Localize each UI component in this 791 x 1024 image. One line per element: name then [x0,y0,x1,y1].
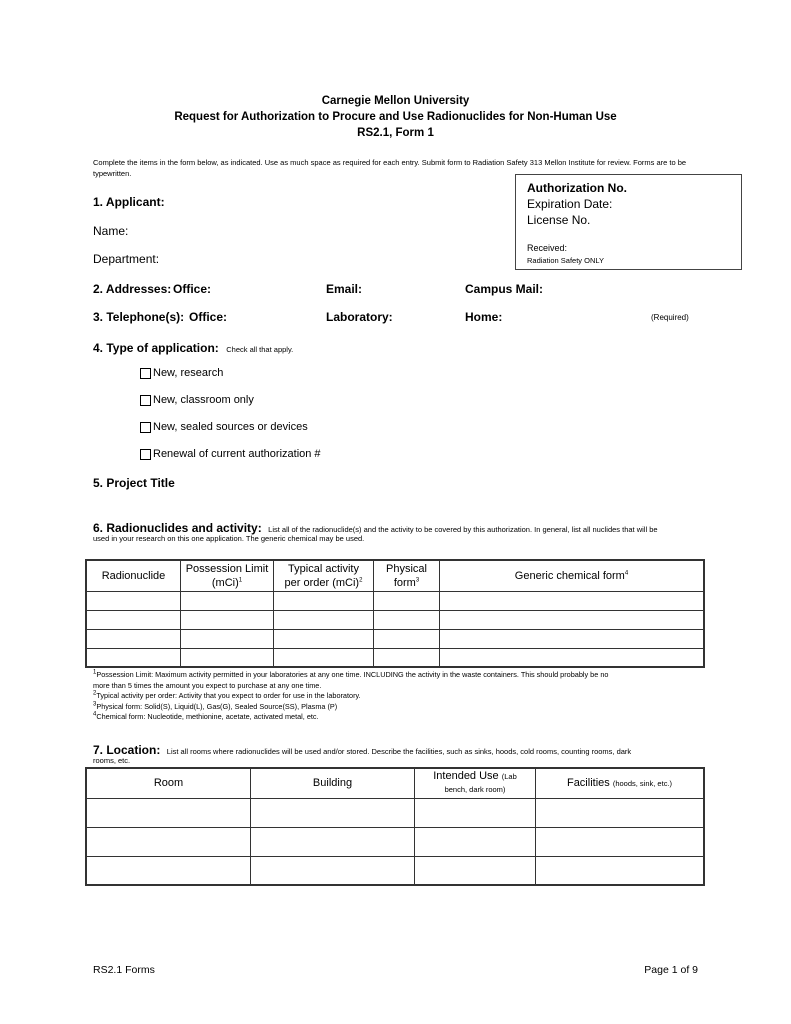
form-number: RS2.1, Form 1 [357,127,434,139]
table-row [86,827,704,856]
col-room: Room [86,768,251,798]
option-label: New, classroom only [153,394,254,406]
footnote-1: $^1$Possession Limit: Maximum activity permitted in your laboratories at any one time. INCLUDING the activity in the waste containers. This should probably be no [93,669,609,679]
table-row [86,856,704,885]
radiation-safety-note: Radiation Safety ONLY [527,256,604,265]
application-type-heading: 4. Type of application: [93,341,219,355]
checkbox-new-classroom[interactable] [140,395,151,406]
col-building: Building [251,768,415,798]
col-radionuclide: Radionuclide [86,560,181,591]
table-header-row [86,560,704,591]
expiration-date-label: Expiration Date: [527,197,613,211]
application-type-heading-row [93,339,293,357]
laboratory-label: Laboratory: [326,310,393,324]
table-header-row [86,768,704,798]
option-new-research[interactable] [140,367,223,379]
telephone-office-label: Office: [189,310,228,324]
option-renewal[interactable] [140,448,321,460]
footer-left: RS2.1 Forms [93,964,155,976]
applicant-heading: 1. Applicant: [93,195,165,209]
location-desc-line2: rooms, etc. [93,756,131,765]
footnote-3: $^3$Physical form: Solid(S), Liquid(L), Gas(G), Sealed Source(SS), Plasma (P) [93,701,338,711]
home-label: Home: [465,310,503,324]
checkbox-new-research[interactable] [140,368,151,379]
authorization-no-label: Authorization No. [527,181,627,195]
received-label: Received: [527,243,568,253]
option-new-classroom[interactable] [140,394,254,406]
intro-text: Complete the items in the form below, as indicated. Use as much space as required for each entry. Submit form to Radiation Safety 313 Mellon Institute for review. Forms are to be typewritten. [93,158,687,178]
option-label: Renewal of current authorization # [153,448,321,460]
footnote-2: $^2$Typical activity per order: Activity that you expect to order for use in the laboratory. [93,690,361,700]
project-title-heading: 5. Project Title [93,476,175,490]
footer-page-number: Page 1 of 9 [644,964,698,976]
col-typical-activity: Typical activity per order (mCi)$^2$ [274,560,374,591]
address-office-label: Office: [173,282,212,296]
required-note: (Required) [651,313,689,322]
radionuclides-desc-line2: used in your research on this one application. The generic chemical may be used. [93,534,365,543]
option-label: New, sealed sources or devices [153,421,308,433]
application-type-note: Check all that apply. [226,345,294,354]
option-label: New, research [153,367,224,379]
addresses-heading: 2. Addresses: [93,282,172,296]
checkbox-renewal[interactable] [140,449,151,460]
license-no-label: License No. [527,213,591,227]
table-row [86,610,704,629]
table-row [86,648,704,667]
footnotes [93,670,703,723]
university-name: Carnegie Mellon University [321,95,470,107]
telephone-heading: 3. Telephone(s): [93,310,185,324]
col-facilities: Facilities (hoods, sink, etc.) [536,768,705,798]
checkbox-new-sealed-sources[interactable] [140,422,151,433]
footnote-1-cont: more than 5 times the amount you expect to purchase at any one time. [93,680,322,690]
col-generic-chemical-form: Generic chemical form$^4$ [440,560,705,591]
location-table [85,767,705,886]
department-label: Department: [93,252,160,266]
location-heading: 7. Location: [93,743,161,757]
option-new-sealed-sources[interactable] [140,421,308,433]
name-label: Name: [93,224,129,238]
col-possession-limit: Possession Limit (mCi)$^1$ [181,560,274,591]
radionuclides-heading: 6. Radionuclides and activity: [93,521,262,535]
footnote-4: $^4$Chemical form: Nucleotide, methionine, acetate, activated metal, etc. [93,711,319,721]
col-intended-use: Intended Use (Lab bench, dark room) [415,768,536,798]
campus-mail-label: Campus Mail: [465,282,544,296]
form-title: Request for Authorization to Procure and Use Radionuclides for Non-Human Use [174,111,617,123]
email-label: Email: [326,282,363,296]
location-heading-row [93,741,703,759]
authorization-box [515,174,742,270]
location-desc-line1: List all rooms where radionuclides will be used and/or stored. Describe the facilities, such as sinks, hoods, cold rooms, counting rooms, dark [166,747,632,756]
table-row [86,629,704,648]
radionuclides-table [85,559,705,668]
table-row [86,798,704,827]
radionuclides-desc-line1: List all of the radionuclide(s) and the activity to be covered by this authorization. In general, list all nuclides that will be [268,525,658,534]
col-physical-form: Physical form$^3$ [374,560,440,591]
table-row [86,591,704,610]
